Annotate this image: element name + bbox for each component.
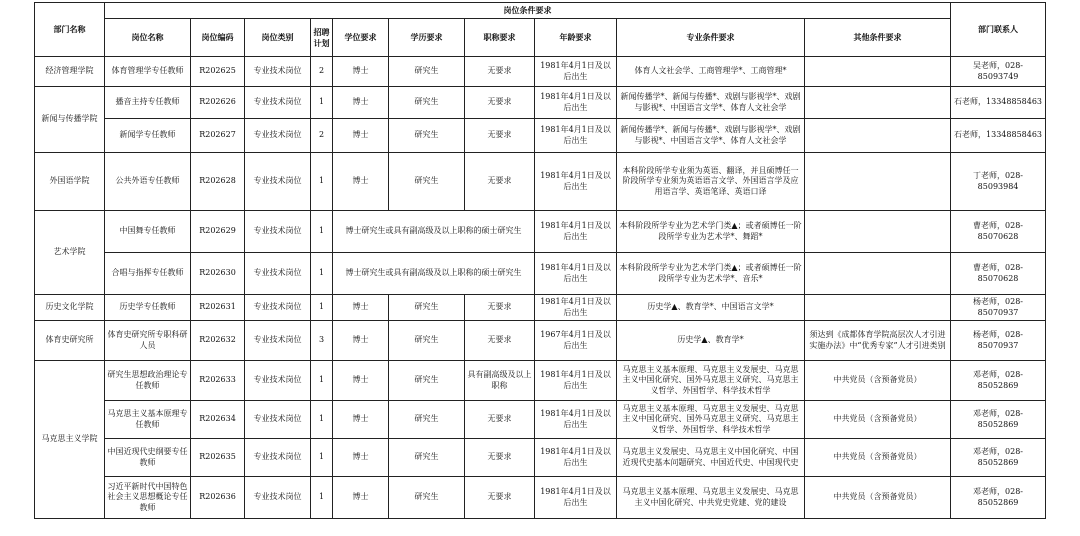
- degree-cell: 博士: [333, 153, 389, 211]
- dept-name-cell: 马克思主义学院: [35, 361, 105, 519]
- title-cell: 无要求: [465, 153, 535, 211]
- position-type-cell: 专业技术岗位: [245, 295, 311, 321]
- position-name-cell: 马克思主义基本原理专任教师: [105, 401, 191, 439]
- position-code-cell: R202629: [191, 211, 245, 253]
- header-position-name: 岗位名称: [105, 19, 191, 57]
- position-type-cell: 专业技术岗位: [245, 57, 311, 87]
- position-type-cell: 专业技术岗位: [245, 321, 311, 361]
- title-cell: 具有副高级及以上职称: [465, 361, 535, 401]
- other-cell: 中共党员（含预备党员）: [805, 439, 951, 477]
- plan-cell: 1: [311, 401, 333, 439]
- contact-cell: 丁老师，028-85093984: [951, 153, 1046, 211]
- major-cell: 马克思主义基本原理、马克思主义发展史、马克思主义中国化研究、中共党史党建、党的建设: [617, 477, 805, 519]
- degree-education-title-cell: 博士研究生或具有副高级及以上职称的硕士研究生: [333, 211, 535, 253]
- position-name-cell: 播音主持专任教师: [105, 87, 191, 119]
- position-name-cell: 历史学专任教师: [105, 295, 191, 321]
- position-type-cell: 专业技术岗位: [245, 153, 311, 211]
- degree-cell: 博士: [333, 321, 389, 361]
- plan-cell: 1: [311, 295, 333, 321]
- major-cell: 本科阶段所学专业为艺术学门类▲；或者硕博任一阶段所学专业为艺术学*、舞蹈*: [617, 211, 805, 253]
- contact-cell: 邓老师，028-85052869: [951, 401, 1046, 439]
- position-name-cell: 习近平新时代中国特色社会主义思想概论专任教师: [105, 477, 191, 519]
- major-cell: 马克思主义发展史、马克思主义中国化研究、中国近现代史基本问题研究、中国近代史、中国现代史: [617, 439, 805, 477]
- table-row: [35, 119, 1046, 153]
- position-name-cell: 中国舞专任教师: [105, 211, 191, 253]
- major-cell: 体育人文社会学、工商管理学*、工商管理*: [617, 57, 805, 87]
- plan-cell: 1: [311, 153, 333, 211]
- table-row: [35, 57, 1046, 87]
- dept-name-cell: 艺术学院: [35, 211, 105, 295]
- position-type-cell: 专业技术岗位: [245, 401, 311, 439]
- title-cell: 无要求: [465, 295, 535, 321]
- table-row: [35, 253, 1046, 295]
- position-name-cell: 研究生思想政治理论专任教师: [105, 361, 191, 401]
- position-type-cell: 专业技术岗位: [245, 119, 311, 153]
- degree-cell: 博士: [333, 119, 389, 153]
- age-cell: 1981年4月1日及以后出生: [535, 361, 617, 401]
- contact-cell: 石老师，13348858463: [951, 87, 1046, 119]
- title-cell: 无要求: [465, 321, 535, 361]
- major-cell: 新闻传播学*、新闻与传播*、戏剧与影视学*、戏剧与影视*、中国语言文学*、体育人文社会学: [617, 119, 805, 153]
- education-cell: 研究生: [389, 477, 465, 519]
- other-cell: [805, 295, 951, 321]
- plan-cell: 1: [311, 361, 333, 401]
- education-cell: 研究生: [389, 153, 465, 211]
- dept-name-cell: 经济管理学院: [35, 57, 105, 87]
- contact-cell: 吴老师，028-85093749: [951, 57, 1046, 87]
- table-row: [35, 87, 1046, 119]
- position-name-cell: 合唱与指挥专任教师: [105, 253, 191, 295]
- title-cell: 无要求: [465, 401, 535, 439]
- position-code-cell: R202631: [191, 295, 245, 321]
- major-cell: 马克思主义基本原理、马克思主义发展史、马克思主义中国化研究、国外马克思主义研究、马克思主义哲学、外国哲学、科学技术哲学: [617, 401, 805, 439]
- contact-cell: 邓老师，028-85052869: [951, 361, 1046, 401]
- contact-cell: 邓老师，028-85052869: [951, 439, 1046, 477]
- header-major: 专业条件要求: [617, 19, 805, 57]
- age-cell: 1967年4月1日及以后出生: [535, 321, 617, 361]
- dept-name-cell: 外国语学院: [35, 153, 105, 211]
- degree-cell: 博士: [333, 477, 389, 519]
- degree-cell: 博士: [333, 439, 389, 477]
- plan-cell: 2: [311, 119, 333, 153]
- position-type-cell: 专业技术岗位: [245, 439, 311, 477]
- education-cell: 研究生: [389, 87, 465, 119]
- age-cell: 1981年4月1日及以后出生: [535, 439, 617, 477]
- header-age: 年龄要求: [535, 19, 617, 57]
- major-cell: 本科阶段所学专业须为英语、翻译，并且硕博任一阶段所学专业须为英语语言文学、外国语言学及应用语言学、英语笔译、英语口译: [617, 153, 805, 211]
- table-row: [35, 211, 1046, 253]
- other-cell: 中共党员（含预备党员）: [805, 361, 951, 401]
- other-cell: [805, 119, 951, 153]
- title-cell: 无要求: [465, 119, 535, 153]
- table-row: [35, 295, 1046, 321]
- position-type-cell: 专业技术岗位: [245, 253, 311, 295]
- plan-cell: 1: [311, 477, 333, 519]
- header-education: 学历要求: [389, 19, 465, 57]
- age-cell: 1981年4月1日及以后出生: [535, 253, 617, 295]
- position-name-cell: 新闻学专任教师: [105, 119, 191, 153]
- age-cell: 1981年4月1日及以后出生: [535, 295, 617, 321]
- dept-name-cell: 体育史研究所: [35, 321, 105, 361]
- position-code-cell: R202634: [191, 401, 245, 439]
- other-cell: 须达到《成都体育学院高层次人才引进实施办法》中“优秀专家”人才引进类别: [805, 321, 951, 361]
- degree-cell: 博士: [333, 57, 389, 87]
- header-position-code: 岗位编码: [191, 19, 245, 57]
- other-cell: [805, 253, 951, 295]
- degree-cell: 博士: [333, 295, 389, 321]
- other-cell: [805, 153, 951, 211]
- other-cell: [805, 87, 951, 119]
- header-contact: 部门联系人: [951, 3, 1046, 57]
- position-code-cell: R202628: [191, 153, 245, 211]
- age-cell: 1981年4月1日及以后出生: [535, 119, 617, 153]
- title-cell: 无要求: [465, 477, 535, 519]
- position-code-cell: R202633: [191, 361, 245, 401]
- position-code-cell: R202636: [191, 477, 245, 519]
- plan-cell: 1: [311, 253, 333, 295]
- contact-cell: 曹老师，028-85070628: [951, 253, 1046, 295]
- education-cell: 研究生: [389, 439, 465, 477]
- header-dept: 部门名称: [35, 3, 105, 57]
- plan-cell: 1: [311, 87, 333, 119]
- position-code-cell: R202630: [191, 253, 245, 295]
- degree-cell: 博士: [333, 87, 389, 119]
- age-cell: 1981年4月1日及以后出生: [535, 87, 617, 119]
- education-cell: 研究生: [389, 295, 465, 321]
- position-name-cell: 公共外语专任教师: [105, 153, 191, 211]
- header-position-type: 岗位类别: [245, 19, 311, 57]
- major-cell: 新闻传播学*、新闻与传播*、戏剧与影视学*、戏剧与影视*、中国语言文学*、体育人文社会学: [617, 87, 805, 119]
- header-degree: 学位要求: [333, 19, 389, 57]
- table-row: [35, 361, 1046, 401]
- contact-cell: 曹老师，028-85070628: [951, 211, 1046, 253]
- table-row: [35, 321, 1046, 361]
- position-type-cell: 专业技术岗位: [245, 87, 311, 119]
- major-cell: 本科阶段所学专业为艺术学门类▲；或者硕博任一阶段所学专业为艺术学*、音乐*: [617, 253, 805, 295]
- plan-cell: 2: [311, 57, 333, 87]
- position-name-cell: 体育史研究所专职科研人员: [105, 321, 191, 361]
- header-other: 其他条件要求: [805, 19, 951, 57]
- contact-cell: 杨老师，028-85070937: [951, 321, 1046, 361]
- other-cell: [805, 211, 951, 253]
- contact-cell: 石老师，13348858463: [951, 119, 1046, 153]
- position-code-cell: R202625: [191, 57, 245, 87]
- degree-cell: 博士: [333, 361, 389, 401]
- table-row: [35, 153, 1046, 211]
- age-cell: 1981年4月1日及以后出生: [535, 211, 617, 253]
- degree-cell: 博士: [333, 401, 389, 439]
- title-cell: 无要求: [465, 439, 535, 477]
- education-cell: 研究生: [389, 361, 465, 401]
- major-cell: 历史学▲、教育学*、中国语言文学*: [617, 295, 805, 321]
- table-body: [35, 57, 1046, 519]
- position-code-cell: R202627: [191, 119, 245, 153]
- education-cell: 研究生: [389, 401, 465, 439]
- education-cell: 研究生: [389, 57, 465, 87]
- table-row: [35, 401, 1046, 439]
- plan-cell: 1: [311, 439, 333, 477]
- other-cell: [805, 57, 951, 87]
- position-type-cell: 专业技术岗位: [245, 361, 311, 401]
- dept-name-cell: 历史文化学院: [35, 295, 105, 321]
- position-name-cell: 体育管理学专任教师: [105, 57, 191, 87]
- recruitment-table: [34, 2, 1046, 519]
- title-cell: 无要求: [465, 87, 535, 119]
- age-cell: 1981年4月1日及以后出生: [535, 153, 617, 211]
- other-cell: 中共党员（含预备党员）: [805, 477, 951, 519]
- age-cell: 1981年4月1日及以后出生: [535, 401, 617, 439]
- age-cell: 1981年4月1日及以后出生: [535, 477, 617, 519]
- header-plan: 招聘计划: [311, 19, 333, 57]
- contact-cell: 邓老师，028-85052869: [951, 477, 1046, 519]
- other-cell: 中共党员（含预备党员）: [805, 401, 951, 439]
- position-code-cell: R202626: [191, 87, 245, 119]
- education-cell: 研究生: [389, 321, 465, 361]
- education-cell: 研究生: [389, 119, 465, 153]
- age-cell: 1981年4月1日及以后出生: [535, 57, 617, 87]
- position-type-cell: 专业技术岗位: [245, 477, 311, 519]
- position-code-cell: R202635: [191, 439, 245, 477]
- header-title: 职称要求: [465, 19, 535, 57]
- contact-cell: 杨老师，028-85070937: [951, 295, 1046, 321]
- table-row: [35, 439, 1046, 477]
- position-type-cell: 专业技术岗位: [245, 211, 311, 253]
- position-name-cell: 中国近现代史纲要专任教师: [105, 439, 191, 477]
- position-code-cell: R202632: [191, 321, 245, 361]
- table-row: [35, 477, 1046, 519]
- plan-cell: 3: [311, 321, 333, 361]
- major-cell: 马克思主义基本原理、马克思主义发展史、马克思主义中国化研究、国外马克思主义研究、马克思主义哲学、外国哲学、科学技术哲学: [617, 361, 805, 401]
- plan-cell: 1: [311, 211, 333, 253]
- title-cell: 无要求: [465, 57, 535, 87]
- degree-education-title-cell: 博士研究生或具有副高级及以上职称的硕士研究生: [333, 253, 535, 295]
- dept-name-cell: 新闻与传播学院: [35, 87, 105, 153]
- major-cell: 历史学▲、教育学*: [617, 321, 805, 361]
- header-group: 岗位条件要求: [105, 3, 951, 19]
